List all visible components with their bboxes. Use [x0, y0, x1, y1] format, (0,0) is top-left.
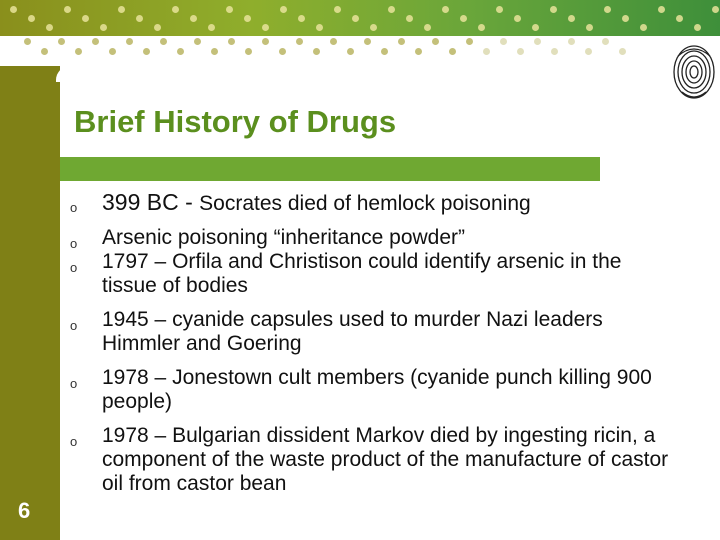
- decorative-dot: [160, 38, 167, 45]
- decorative-dot: [194, 38, 201, 45]
- decorative-dot: [424, 24, 431, 31]
- list-item: [70, 366, 670, 414]
- decorative-dot: [398, 38, 405, 45]
- decorative-dot: [211, 48, 218, 55]
- decorative-dot: [28, 15, 35, 22]
- decorative-dot: [532, 24, 539, 31]
- slide-title: Brief History of Drugs: [74, 104, 397, 139]
- decorative-dot: [370, 24, 377, 31]
- decorative-dot: [585, 48, 592, 55]
- decorative-dot: [136, 15, 143, 22]
- decorative-dot: [154, 24, 161, 31]
- decorative-dot: [622, 15, 629, 22]
- left-sidebar-bar: [0, 66, 60, 540]
- list-item: [70, 190, 670, 216]
- slide-number: 6: [18, 498, 31, 523]
- bullet-text: 1978 – Bulgarian dissident Markov died by ingesting ricin, a component of the waste product of the manufacture of castor oil from castor bean: [102, 424, 669, 495]
- decorative-dot: [712, 6, 719, 13]
- decorative-dot: [676, 15, 683, 22]
- bullet-text: Arsenic poisoning “inheritance powder”: [102, 226, 466, 249]
- decorative-dot: [602, 38, 609, 45]
- decorative-dot: [568, 15, 575, 22]
- decorative-dot: [640, 24, 647, 31]
- decorative-dot: [694, 24, 701, 31]
- decorative-dot: [316, 24, 323, 31]
- decorative-dot: [100, 24, 107, 31]
- bullet-text: 1797 – Orfila and Christison could identify arsenic in the tissue of bodies: [102, 250, 622, 297]
- decorative-dot: [280, 6, 287, 13]
- decorative-dot: [298, 15, 305, 22]
- bullet-marker: o: [70, 376, 78, 391]
- decorative-dot: [24, 38, 31, 45]
- decorative-dot: [586, 24, 593, 31]
- decorative-dot: [496, 6, 503, 13]
- decorative-dot: [58, 38, 65, 45]
- decorative-dot: [126, 38, 133, 45]
- bullet-text: 1945 – cyanide capsules used to murder Nazi leaders Himmler and Goering: [102, 308, 603, 355]
- decorative-dot: [483, 48, 490, 55]
- decorative-dot: [190, 15, 197, 22]
- decorative-dot: [568, 38, 575, 45]
- decorative-dot: [177, 48, 184, 55]
- decorative-dot: [228, 38, 235, 45]
- decorative-dot: [449, 48, 456, 55]
- list-item: [70, 250, 670, 298]
- bullet-marker: o: [70, 260, 78, 275]
- decorative-dot: [551, 48, 558, 55]
- list-item: [70, 424, 670, 496]
- decorative-dot: [460, 15, 467, 22]
- decorative-dot: [82, 15, 89, 22]
- bullet-marker: o: [70, 200, 78, 215]
- decorative-dot: [517, 48, 524, 55]
- decorative-dot: [381, 48, 388, 55]
- decorative-dot: [415, 48, 422, 55]
- decorative-dot: [478, 24, 485, 31]
- list-item: [70, 308, 670, 356]
- decorative-dot: [364, 38, 371, 45]
- decorative-dot: [262, 24, 269, 31]
- decorative-dot: [41, 48, 48, 55]
- decorative-dot: [352, 15, 359, 22]
- decorative-dot: [619, 48, 626, 55]
- decorative-dot: [279, 48, 286, 55]
- bullet-lead: 399 BC -: [102, 189, 200, 215]
- decorative-dot: [442, 6, 449, 13]
- fingerprint-icon: [668, 36, 720, 104]
- top-banner: [0, 0, 720, 36]
- decorative-dot: [64, 6, 71, 13]
- decorative-dot: [604, 6, 611, 13]
- bullet-list: [70, 190, 670, 506]
- decorative-dots: [0, 36, 720, 66]
- decorative-dot: [347, 48, 354, 55]
- decorative-dot: [432, 38, 439, 45]
- title-underline-bar: [60, 157, 600, 181]
- bullet-marker: o: [70, 318, 78, 333]
- bullet-text: Socrates died of hemlock poisoning: [199, 192, 531, 215]
- decorative-dot: [406, 15, 413, 22]
- decorative-dot: [334, 6, 341, 13]
- decorative-dot: [500, 38, 507, 45]
- decorative-dot: [10, 6, 17, 13]
- decorative-dot: [46, 24, 53, 31]
- decorative-dot: [466, 38, 473, 45]
- decorative-dot: [534, 38, 541, 45]
- decorative-dot: [172, 6, 179, 13]
- decorative-dot: [330, 38, 337, 45]
- bullet-text: 1978 – Jonestown cult members (cyanide punch killing 900 people): [102, 366, 652, 413]
- decorative-dot: [226, 6, 233, 13]
- bullet-marker: o: [70, 236, 78, 251]
- decorative-dot: [550, 6, 557, 13]
- decorative-dot: [658, 6, 665, 13]
- decorative-dot: [75, 48, 82, 55]
- decorative-dot: [208, 24, 215, 31]
- decorative-dot: [244, 15, 251, 22]
- decorative-dot: [262, 38, 269, 45]
- list-item: [70, 226, 670, 250]
- decorative-dot: [313, 48, 320, 55]
- bullet-marker: o: [70, 434, 78, 449]
- decorative-dot: [109, 48, 116, 55]
- decorative-dot: [296, 38, 303, 45]
- decorative-dot: [245, 48, 252, 55]
- decorative-dot: [388, 6, 395, 13]
- decorative-dot: [143, 48, 150, 55]
- decorative-dot: [118, 6, 125, 13]
- decorative-dot: [514, 15, 521, 22]
- decorative-dot: [92, 38, 99, 45]
